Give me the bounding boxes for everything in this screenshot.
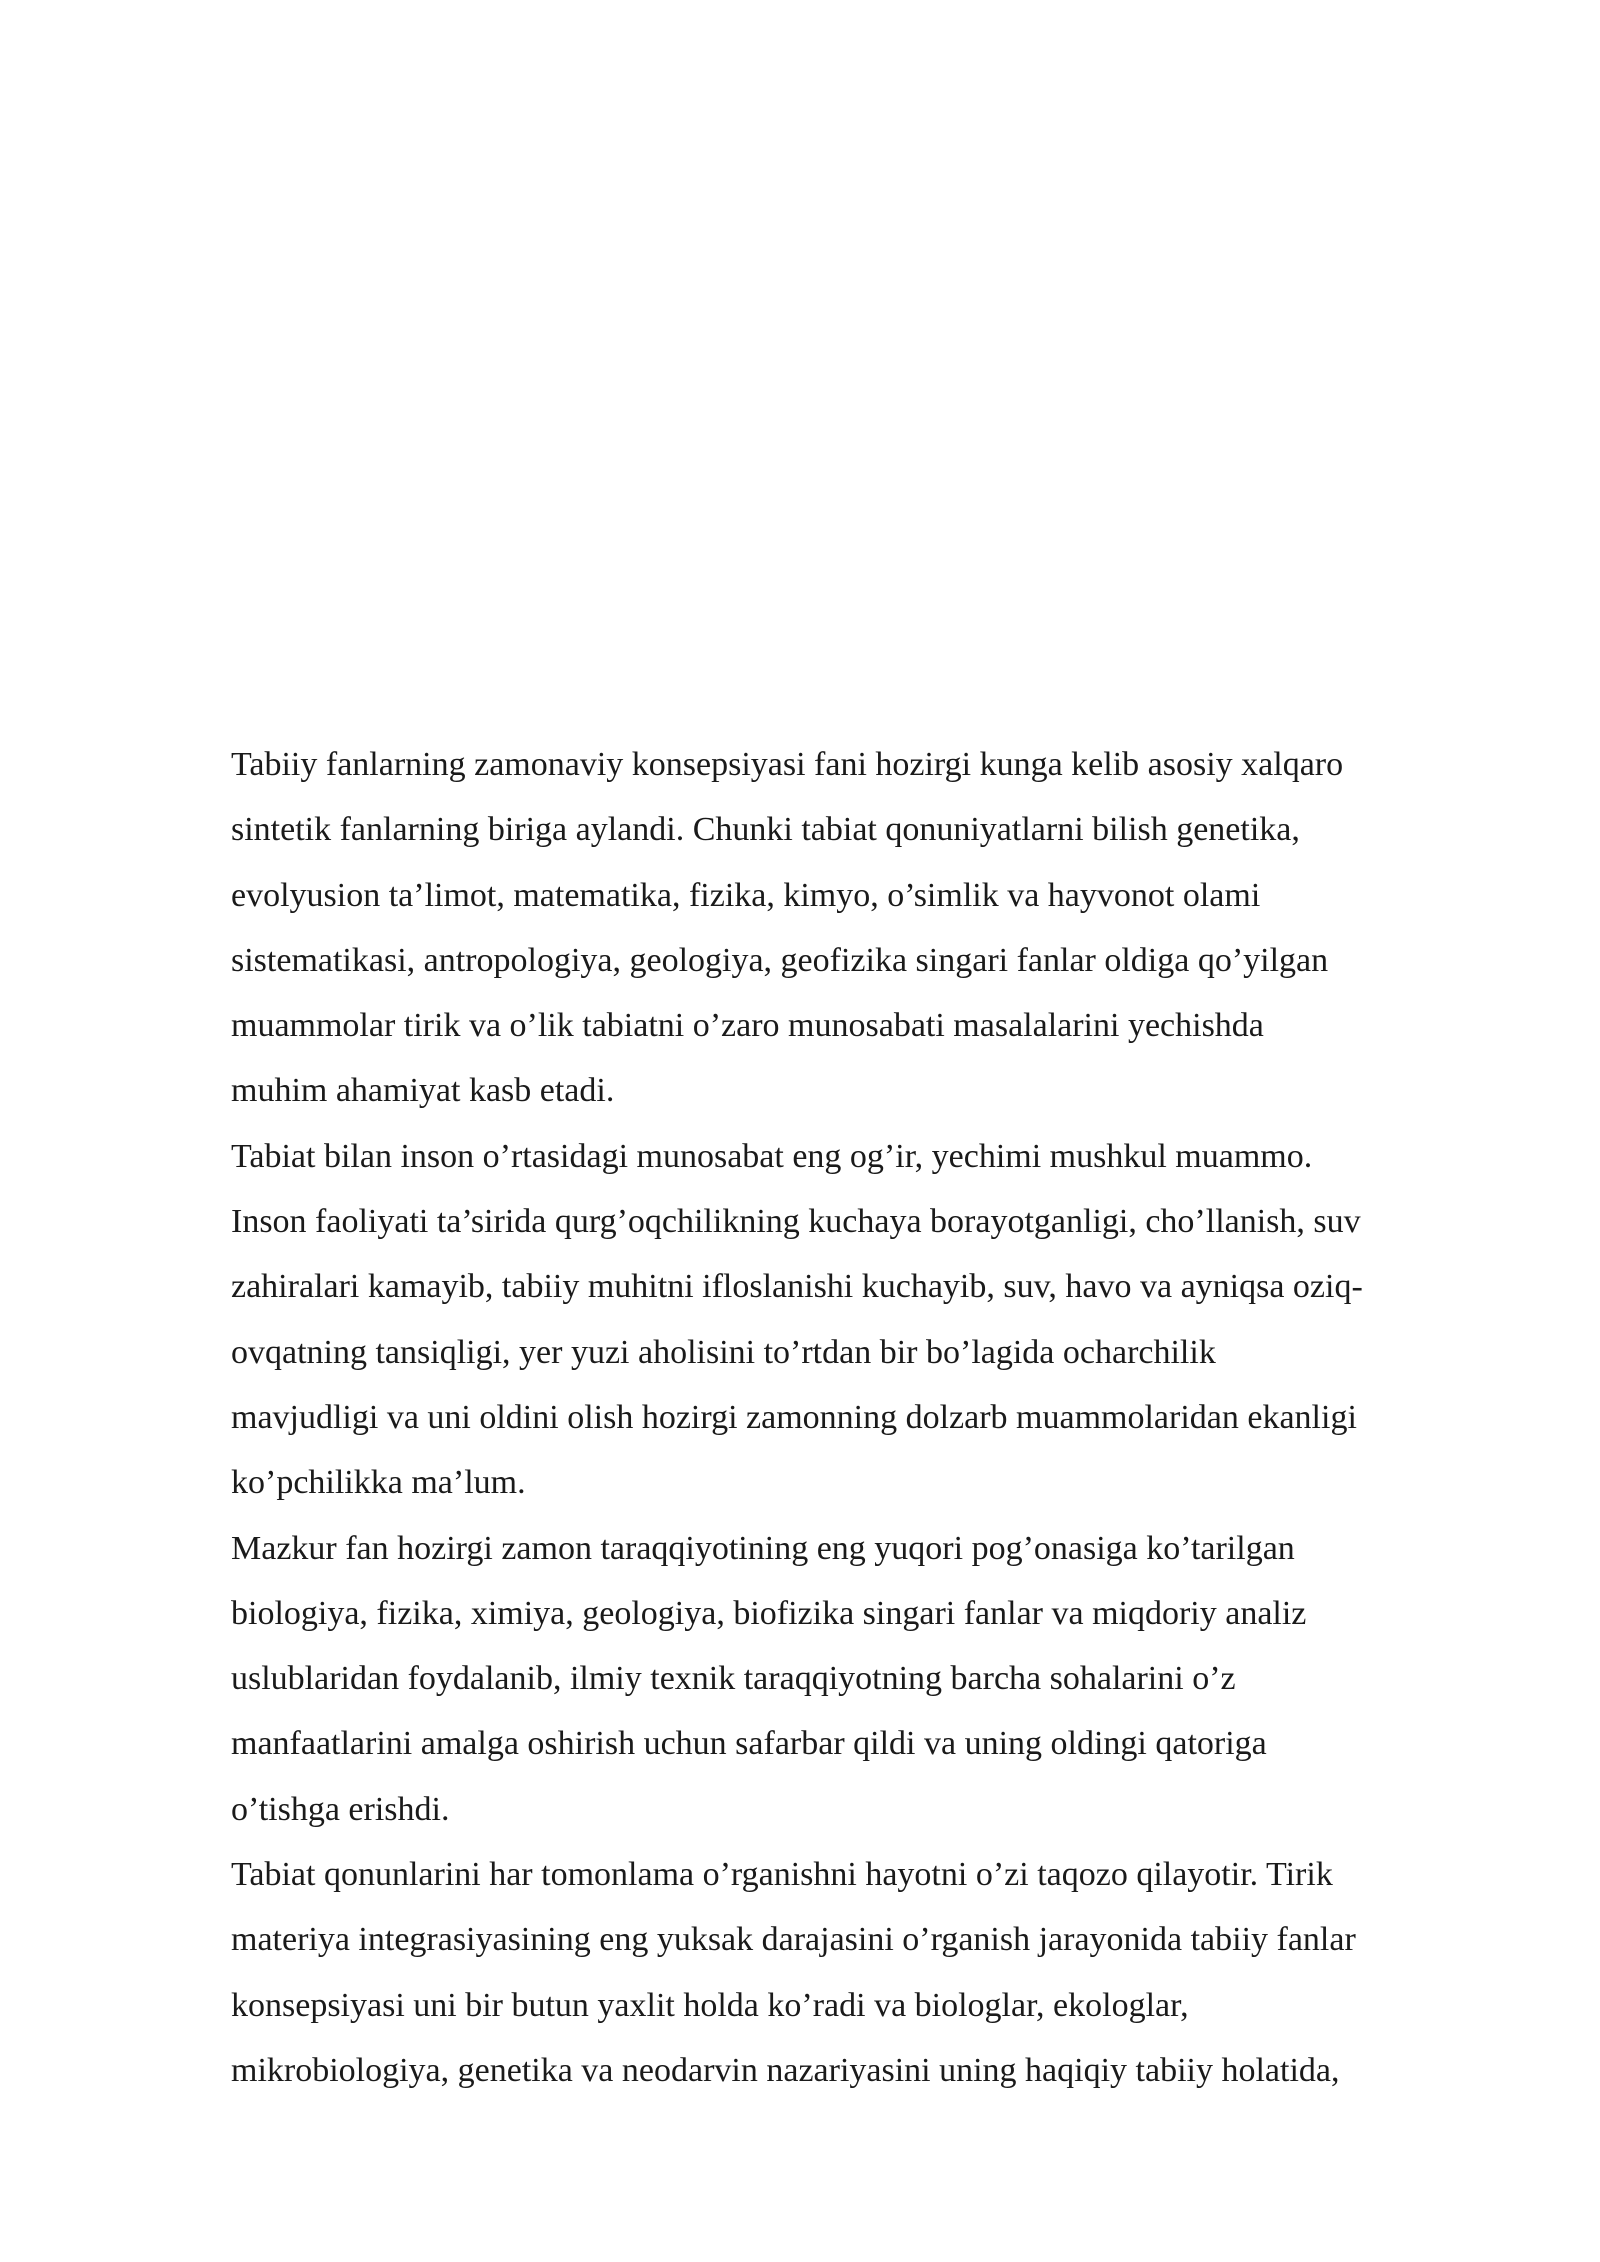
text-line: muhim ahamiyat kasb etadi.: [231, 1072, 615, 1110]
text-line: mavjudligi va uni oldini olish hozirgi zamonning dolzarb muammolaridan ekanligi: [231, 1398, 1357, 1436]
text-line: sistematikasi, antropologiya, geologiya, geofizika singari fanlar oldiga qo’yilgan: [231, 941, 1329, 979]
text-line: uslublaridan foydalanib, ilmiy texnik taraqqiyotning barcha sohalarini o’z: [231, 1660, 1236, 1698]
text-line: Tabiiy fanlarning zamonaviy konsepsiyasi fani hozirgi kunga kelib asosiy xalqaro: [231, 746, 1344, 783]
text-line: ko’pchilikka ma’lum.: [231, 1464, 526, 1502]
text-line: Mazkur fan hozirgi zamon taraqqiyotining eng yuqori pog’onasiga ko’tarilgan: [231, 1529, 1295, 1567]
body-text: [231, 732, 1521, 2103]
text-line: ovqatning tansiqligi, yer yuzi aholisini to’rtdan bir bo’lagida ocharchilik: [231, 1333, 1216, 1371]
text-line: mikrobiologiya, genetika va neodarvin nazariyasini uning haqiqiy tabiiy holatida,: [231, 2051, 1340, 2089]
text-line: biologiya, fizika, ximiya, geologiya, biofizika singari fanlar va miqdoriy analiz: [231, 1594, 1307, 1632]
text-line: materiya integrasiyasining eng yuksak darajasini o’rganish jarayonida tabiiy fanlar: [231, 1921, 1356, 1959]
text-line: Inson faoliyati ta’sirida qurg’oqchilikning kuchaya borayotganligi, cho’llanish, suv: [231, 1203, 1361, 1241]
text-line: o’tishga erishdi.: [231, 1790, 450, 1828]
text-line: Tabiat bilan inson o’rtasidagi munosabat eng og’ir, yechimi mushkul muammo.: [231, 1137, 1313, 1175]
text-line: evolyusion ta’limot, matematika, fizika, kimyo, o’simlik va hayvonot olami: [231, 876, 1261, 914]
text-line: konsepsiyasi uni bir butun yaxlit holda ko’radi va biologlar, ekologlar,: [231, 1986, 1189, 2024]
text-line: muammolar tirik va o’lik tabiatni o’zaro munosabati masalalarini yechishda: [231, 1007, 1264, 1045]
text-line: manfaatlarini amalga oshirish uchun safarbar qildi va uning oldingi qatoriga: [231, 1725, 1267, 1763]
text-line: Tabiat qonunlarini har tomonlama o’rganishni hayotni o’zi taqozo qilayotir. Tirik: [231, 1856, 1333, 1894]
text-line: zahiralari kamayib, tabiiy muhitni ifloslanishi kuchayib, suv, havo va ayniqsa oziq-: [231, 1268, 1363, 1306]
text-line: sintetik fanlarning biriga aylandi. Chunki tabiat qonuniyatlarni bilish genetika,: [231, 811, 1300, 849]
